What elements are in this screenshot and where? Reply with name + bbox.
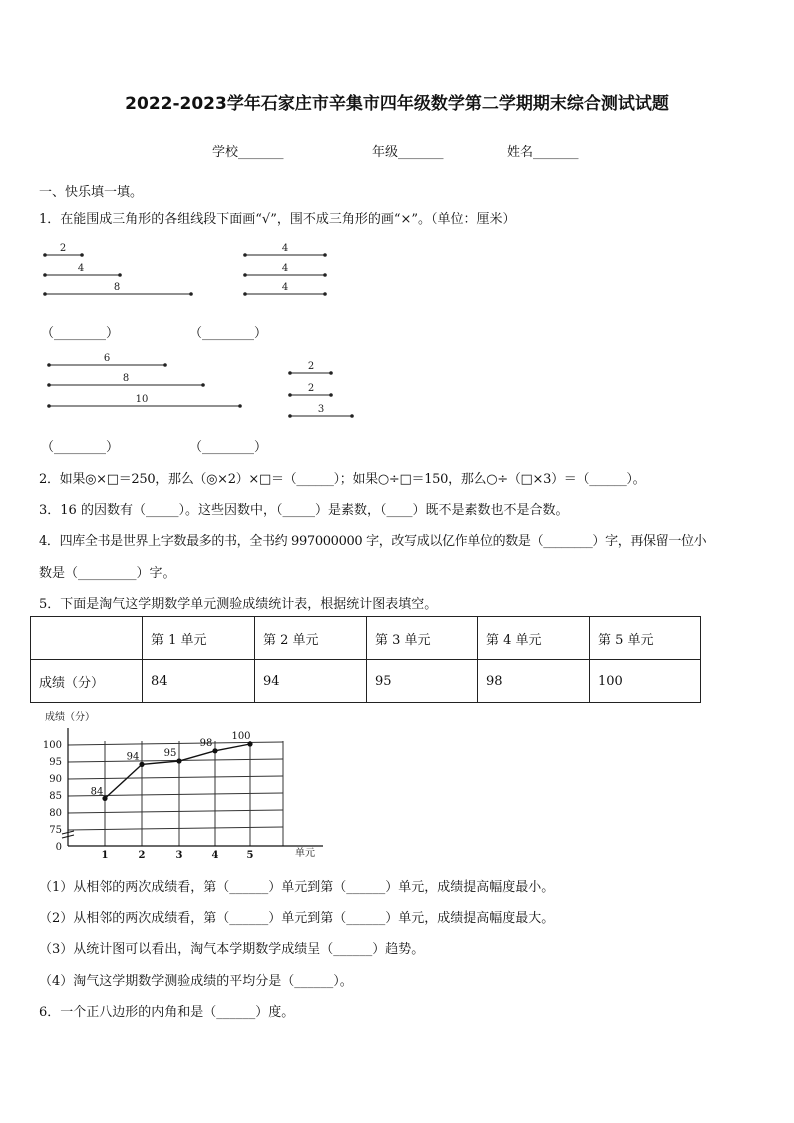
segment-endpoint <box>288 393 292 397</box>
segment-label: 2 <box>307 361 315 372</box>
table-cell: 第 4 单元 <box>478 617 590 660</box>
x-tick-label: 4 <box>211 850 219 861</box>
y-tick-label: 95 <box>49 757 62 768</box>
question-2: 2．如果◎×□＝250，那么（◎×2）×□＝（______）；如果○÷□＝150，那么○÷（□×3）＝（______）。 <box>39 472 646 487</box>
table-cell: 84 <box>143 660 255 703</box>
segment-endpoint <box>243 273 247 277</box>
question-6: 6．一个正八边形的内角和是（______）度。 <box>39 1005 295 1020</box>
table-cell <box>31 617 143 660</box>
data-point <box>212 748 217 753</box>
segment-endpoint <box>329 371 333 375</box>
data-label: 95 <box>163 748 177 759</box>
table-cell: 第 5 单元 <box>590 617 701 660</box>
segment-endpoint <box>47 383 51 387</box>
segment-endpoint <box>118 273 122 277</box>
segment-endpoint <box>201 383 205 387</box>
segment-endpoint <box>43 273 47 277</box>
question-4-continued: 数是（_________）字。 <box>39 566 176 581</box>
segment-label: 10 <box>135 394 149 405</box>
segment-label: 4 <box>281 263 289 274</box>
segment-endpoint <box>43 292 47 296</box>
segment-endpoint <box>243 253 247 257</box>
x-tick-label: 5 <box>246 850 254 861</box>
table-row <box>31 660 701 703</box>
segment-endpoint <box>329 393 333 397</box>
question-5-part-4: （4）淘气这学期数学测验成绩的平均分是（______）。 <box>39 974 353 989</box>
table-header-row <box>31 617 701 660</box>
answer-blank[interactable]: （________） <box>189 440 268 455</box>
segment-endpoint <box>163 363 167 367</box>
answer-blank[interactable]: （________） <box>41 326 120 341</box>
y-axis-label: 成绩（分） <box>45 712 95 723</box>
grid-line <box>68 776 283 779</box>
data-point <box>139 762 144 767</box>
question-1: 1．在能围成三角形的各组线段下面画“√”，围不成三角形的画“×”。（单位：厘米） <box>39 212 516 227</box>
grade-field: 年级_______ <box>372 145 444 160</box>
data-label: 100 <box>231 731 251 742</box>
answer-blank[interactable]: （________） <box>189 326 268 341</box>
segment-label: 2 <box>59 243 67 254</box>
x-tick-label: 1 <box>101 850 109 861</box>
score-table <box>30 616 701 703</box>
y-tick-label: 90 <box>49 774 62 785</box>
segment-endpoint <box>238 404 242 408</box>
name-field: 姓名_______ <box>507 145 579 160</box>
segment-label: 6 <box>103 353 111 364</box>
segment-label: 8 <box>113 282 121 293</box>
segment-group-4 <box>288 361 354 418</box>
table-cell: 94 <box>255 660 367 703</box>
section-heading: 一、快乐填一填。 <box>39 185 144 200</box>
table-cell: 第 3 单元 <box>367 617 478 660</box>
table-cell: 第 1 单元 <box>143 617 255 660</box>
table-cell: 95 <box>367 660 478 703</box>
segment-endpoint <box>288 371 292 375</box>
segment-label: 2 <box>307 383 315 394</box>
segment-endpoint <box>80 253 84 257</box>
segment-endpoint <box>350 414 354 418</box>
segment-endpoint <box>43 253 47 257</box>
segment-label: 4 <box>281 243 289 254</box>
segment-label: 3 <box>317 404 325 415</box>
question-5-part-1: （1）从相邻的两次成绩看，第（______）单元到第（______）单元，成绩提高幅度最小。 <box>39 880 555 895</box>
segment-label: 4 <box>281 282 289 293</box>
score-line-chart <box>25 706 335 864</box>
question-5-part-2: （2）从相邻的两次成绩看，第（______）单元到第（______）单元，成绩提高幅度最大。 <box>39 911 555 926</box>
answer-blank[interactable]: （________） <box>41 440 120 455</box>
segment-endpoint <box>323 253 327 257</box>
table-cell: 98 <box>478 660 590 703</box>
data-label: 94 <box>126 751 140 763</box>
table-cell: 第 2 单元 <box>255 617 367 660</box>
table-cell: 100 <box>590 660 701 703</box>
question-4: 4．四库全书是世界上字数最多的书，全书约 997000000 字，改写成以亿作单位的数是（________）字，再保留一位小 <box>39 534 707 549</box>
data-label: 84 <box>90 786 104 798</box>
x-tick-label: 2 <box>138 850 146 861</box>
segment-group-1 <box>43 243 193 296</box>
segment-endpoint <box>47 363 51 367</box>
question-5: 5．下面是淘气这学期数学单元测验成绩统计表，根据统计图表填空。 <box>39 597 438 612</box>
y-tick-label: 100 <box>42 740 62 751</box>
segment-endpoint <box>47 404 51 408</box>
data-point <box>176 758 181 763</box>
segment-label: 4 <box>77 263 85 274</box>
x-tick-label: 3 <box>175 850 183 861</box>
x-axis-label: 单元 <box>295 848 315 859</box>
y-tick-label: 0 <box>55 842 62 853</box>
segment-groups <box>0 0 794 460</box>
question-5-part-3: （3）从统计图可以看出，淘气本学期数学成绩呈（______）趋势。 <box>39 942 425 957</box>
question-3: 3．16 的因数有（_____）。这些因数中，（_____）是素数，（____）既不是素数也不是合数。 <box>39 503 569 518</box>
segment-endpoint <box>243 292 247 296</box>
segment-label: 8 <box>122 373 130 384</box>
grid-line <box>68 810 283 813</box>
y-tick-label: 85 <box>49 791 62 802</box>
segment-group-2 <box>243 243 327 296</box>
segment-endpoint <box>189 292 193 296</box>
segment-endpoint <box>323 273 327 277</box>
segment-endpoint <box>323 292 327 296</box>
segment-group-3 <box>47 353 242 408</box>
data-point <box>247 741 252 746</box>
grid-line <box>68 827 283 830</box>
segment-endpoint <box>288 414 292 418</box>
school-field: 学校_______ <box>212 145 284 160</box>
y-tick-label: 80 <box>49 808 62 819</box>
page-title: 2022-2023学年石家庄市辛集市四年级数学第二学期期末综合测试试题 <box>125 94 669 114</box>
table-cell: 成绩（分） <box>31 660 143 703</box>
data-label: 98 <box>199 737 213 749</box>
y-tick-label: 75 <box>49 825 62 836</box>
